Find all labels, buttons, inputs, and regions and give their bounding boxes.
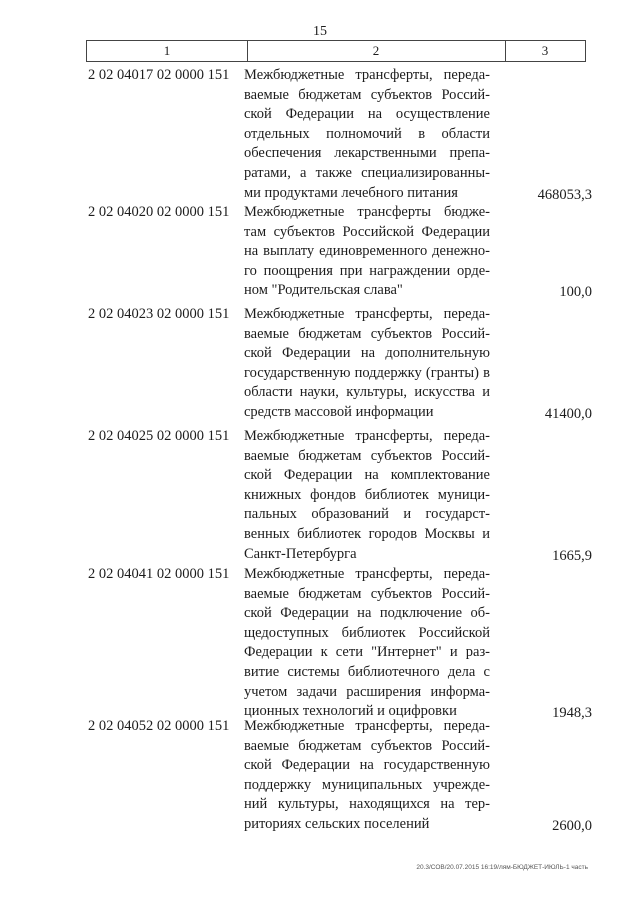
description-line: ратами, а также специализированны- <box>244 164 490 181</box>
budget-code: 2 02 04041 02 0000 151 <box>88 566 230 582</box>
description-line: ской Федерации на комплектование <box>244 467 490 484</box>
description-line: Межбюджетные трансферты, переда- <box>244 306 490 322</box>
description-line: отдельных полномочий в области <box>244 125 490 142</box>
description-line: пальных образований и государст- <box>244 506 490 523</box>
row-description <box>244 66 490 203</box>
description-line: Межбюджетные трансферты, переда- <box>244 67 490 83</box>
page-number: 15 <box>313 24 327 39</box>
budget-code: 2 02 04025 02 0000 151 <box>88 428 230 444</box>
row-description <box>244 427 490 564</box>
description-line: ний культуры, находящихся на тер- <box>244 796 490 813</box>
budget-code: 2 02 04052 02 0000 151 <box>88 718 230 734</box>
description-line: Межбюджетные трансферты бюдже- <box>244 204 490 220</box>
description-line: ской Федерации на государственную <box>244 757 490 774</box>
description-line: ном "Родительская слава" <box>244 282 403 299</box>
description-line: Межбюджетные трансферты, переда- <box>244 566 490 582</box>
row-description <box>244 305 490 423</box>
description-line: витие системы библиотечного дела с <box>244 663 490 680</box>
description-line: венных библиотек городов Москвы и <box>244 525 490 542</box>
description-line: риториях сельских поселений <box>244 815 430 832</box>
description-line: Санкт-Петербурга <box>244 545 357 562</box>
budget-code: 2 02 04017 02 0000 151 <box>88 67 230 83</box>
description-line: Межбюджетные трансферты, переда- <box>244 718 490 734</box>
column-header-2: 2 <box>247 41 506 61</box>
description-line: поддержку муниципальных учрежде- <box>244 776 490 793</box>
description-line: ционных технологий и оцифровки <box>244 703 457 720</box>
table-row <box>0 565 640 722</box>
row-amount: 1665,9 <box>552 547 592 564</box>
table-row <box>0 717 640 835</box>
description-line: ваемые бюджетам субъектов Россий- <box>244 86 490 103</box>
description-line: ми продуктами лечебного питания <box>244 184 458 201</box>
description-line: ваемые бюджетам субъектов Россий- <box>244 737 490 754</box>
budget-code: 2 02 04023 02 0000 151 <box>88 306 230 322</box>
description-line: Межбюджетные трансферты, переда- <box>244 428 490 444</box>
row-description <box>244 565 490 722</box>
description-line: щедоступных библиотек Российской <box>244 624 490 641</box>
description-line: средств массовой информации <box>244 403 434 420</box>
row-amount: 100,0 <box>559 284 592 301</box>
row-amount: 468053,3 <box>537 186 592 203</box>
description-line: государственную поддержку (гранты) в <box>244 364 490 381</box>
description-line: области науки, культуры, искусства и <box>244 384 490 401</box>
table-row <box>0 305 640 423</box>
description-line: обеспечения лекарственными препа- <box>244 145 490 162</box>
row-amount: 1948,3 <box>552 705 592 722</box>
column-header-row <box>86 40 586 62</box>
row-amount: 2600,0 <box>552 818 592 834</box>
description-line: ваемые бюджетам субъектов Россий- <box>244 325 490 342</box>
description-line: ской Федерации на осуществление <box>244 106 490 123</box>
budget-code: 2 02 04020 02 0000 151 <box>88 204 230 220</box>
description-line: Федерации к сети "Интернет" и раз- <box>244 644 490 661</box>
description-line: книжных фондов библиотек муници- <box>244 486 490 503</box>
description-line: ской Федерации на дополнительную <box>244 345 490 362</box>
description-line: ваемые бюджетам субъектов Россий- <box>244 585 490 602</box>
row-description <box>244 203 490 301</box>
description-line: учетом задачи расширения информа- <box>244 683 490 700</box>
description-line: там субъектов Российской Федерации <box>244 223 490 240</box>
column-header-3: 3 <box>541 43 549 58</box>
row-description <box>244 717 490 835</box>
table-row <box>0 203 640 301</box>
footer-file-stamp: 20.3/СОВ/20.07.2015 16:19/лям-БЮДЖЕТ-ИЮЛЬ-1 часть <box>416 864 588 871</box>
description-line: ской Федерации на подключение об- <box>244 605 490 622</box>
description-line: го поощрения при награждении орде- <box>244 262 490 279</box>
description-line: ваемые бюджетам субъектов Россий- <box>244 447 490 464</box>
table-row <box>0 66 640 203</box>
table-row <box>0 427 640 564</box>
description-line: на выплату единовременного денежно- <box>244 243 490 260</box>
column-header-1: 1 <box>87 41 248 61</box>
row-amount: 41400,0 <box>544 406 592 422</box>
